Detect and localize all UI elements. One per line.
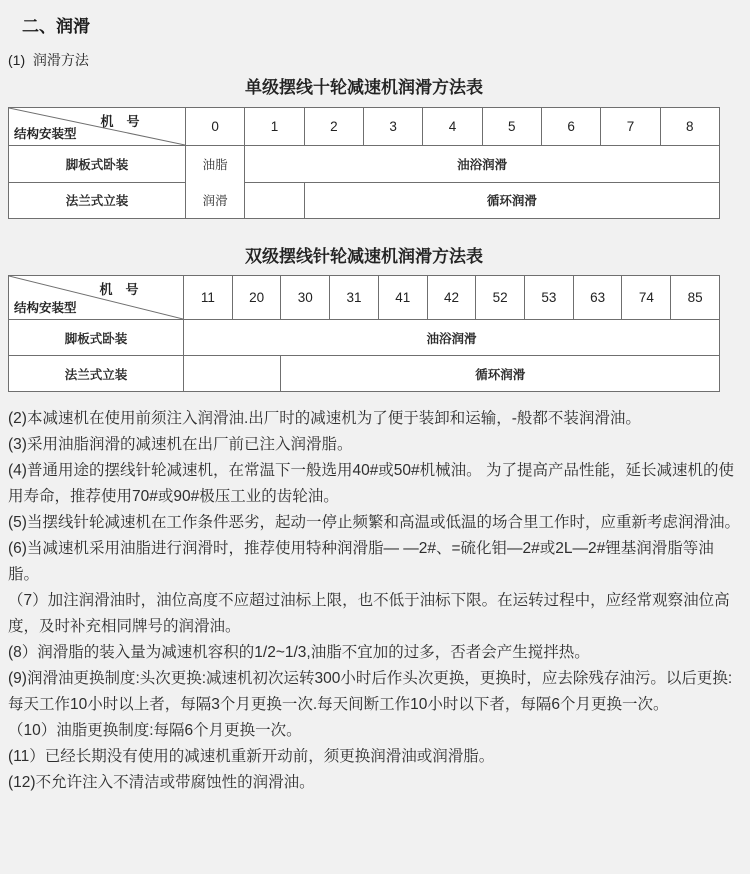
machine-number-cell: 74 [622, 276, 671, 320]
table1-corner-cell [9, 108, 186, 146]
table1-row-horizontal [9, 146, 720, 183]
paragraph-9: (9)润滑油更换制度:头次更换:减速机初次运转300小时后作头次更换，更换时，应去除残存油污。以后更换:每天工作10小时以上者，每隔3个月更换一次.每天间断工作10小时以下者，每隔6个月更换一次。 [8, 670, 733, 713]
machine-number-cell: 31 [330, 276, 379, 320]
table1-single-stage [8, 107, 720, 219]
machine-number-cell: 1 [245, 108, 304, 146]
machine-number-cell: 41 [378, 276, 427, 320]
paragraph-2: (2)本减速机在使用前须注入润滑油.出厂时的减速机为了便于装卸和运输，-般都不装润滑油。 [8, 410, 641, 427]
machine-number-cell: 4 [423, 108, 482, 146]
paragraph-3: (3)采用油脂润滑的减速机在出厂前已注入润滑脂。 [8, 436, 353, 453]
section-title: 二、润滑 [22, 17, 90, 36]
grease-line2: 润滑 [202, 194, 228, 208]
paragraph-4: (4)普通用途的摆线针轮减速机，在常温下一般选用40#或50#机械油。 为了提高产品性能，延长减速机的使用寿命，推荐使用70#或90#极压工业的齿轮油。 [8, 462, 734, 505]
row-label-foot-mounted: 脚板式卧装 [9, 146, 186, 183]
machine-number-cell: 85 [671, 276, 720, 320]
machine-number-cell: 6 [541, 108, 600, 146]
grease-lubrication-text [186, 146, 244, 218]
table2-title: 双级摆线针轮减速机润滑方法表 [245, 247, 483, 266]
grease-lubrication-cell [186, 146, 245, 219]
machine-number-cell: 42 [427, 276, 476, 320]
oil-bath-cell: 油浴润滑 [245, 146, 720, 183]
machine-number-cell: 3 [363, 108, 422, 146]
machine-number-label: 机 号 [99, 282, 139, 297]
machine-number-cell: 52 [476, 276, 525, 320]
grease-line1: 油脂 [202, 158, 228, 172]
machine-number-cell: 30 [281, 276, 330, 320]
circulation-lube-cell: 循环润滑 [281, 356, 720, 392]
paragraph-12: (12)不允许注入不清洁或带腐蚀性的润滑油。 [8, 774, 315, 791]
machine-number-cell: 8 [660, 108, 719, 146]
structure-type-label: 结构安装型 [14, 301, 77, 315]
table2-corner-cell [9, 276, 184, 320]
table1-row-vertical [9, 182, 720, 219]
machine-number-cell: 2 [304, 108, 363, 146]
structure-type-label: 结构安装型 [14, 127, 77, 141]
row-label-foot-mounted: 脚板式卧装 [9, 320, 184, 356]
machine-number-cell: 20 [232, 276, 281, 320]
row-label-flange-mounted: 法兰式立装 [9, 356, 184, 392]
table1-header-row [9, 108, 720, 146]
table2-double-stage [8, 275, 720, 392]
machine-number-label: 机 号 [100, 114, 140, 129]
empty-cell [184, 356, 281, 392]
machine-number-cell: 5 [482, 108, 541, 146]
paragraph-8: (8）润滑脂的装入量为减速机容积的1/2~1/3,油脂不宜加的过多，否者会产生搅拌热。 [8, 644, 590, 661]
row-label-flange-mounted: 法兰式立装 [9, 182, 186, 219]
machine-number-cell: 0 [186, 108, 245, 146]
table2-row-horizontal [9, 320, 720, 356]
paragraph-6: (6)当减速机采用油脂进行润滑时，推荐使用特种润滑脂— —2#、=硫化钼—2#或2L—2#锂基润滑脂等油脂。 [8, 540, 714, 583]
circulation-lube-cell: 循环润滑 [304, 182, 719, 219]
machine-number-cell: 7 [601, 108, 660, 146]
paragraph-11: (11）已经长期没有使用的减速机重新开动前，须更换润滑油或润滑脂。 [8, 748, 495, 765]
table2-row-vertical [9, 356, 720, 392]
body-text [8, 406, 742, 796]
paragraph-7: （7）加注润滑油时，油位高度不应超过油标上限，也不低于油标下限。在运转过程中，应经常观察油位高度，及时补充相同牌号的润滑油。 [8, 592, 730, 635]
oil-bath-cell: 油浴润滑 [184, 320, 720, 356]
machine-number-cell: 11 [184, 276, 233, 320]
table2-header-row [9, 276, 720, 320]
paragraph-5: (5)当摆线针轮减速机在工作条件恶劣，起动一停止频繁和高温或低温的场合里工作时，应重新考虑润滑油。 [8, 514, 740, 531]
table1-title: 单级摆线十轮减速机润滑方法表 [245, 78, 483, 97]
empty-cell [245, 182, 304, 219]
subsection-title: (1) 润滑方法 [8, 52, 89, 68]
paragraph-10: （10）油脂更换制度:每隔6个月更换一次。 [8, 722, 302, 739]
machine-number-cell: 53 [525, 276, 574, 320]
machine-number-cell: 63 [573, 276, 622, 320]
